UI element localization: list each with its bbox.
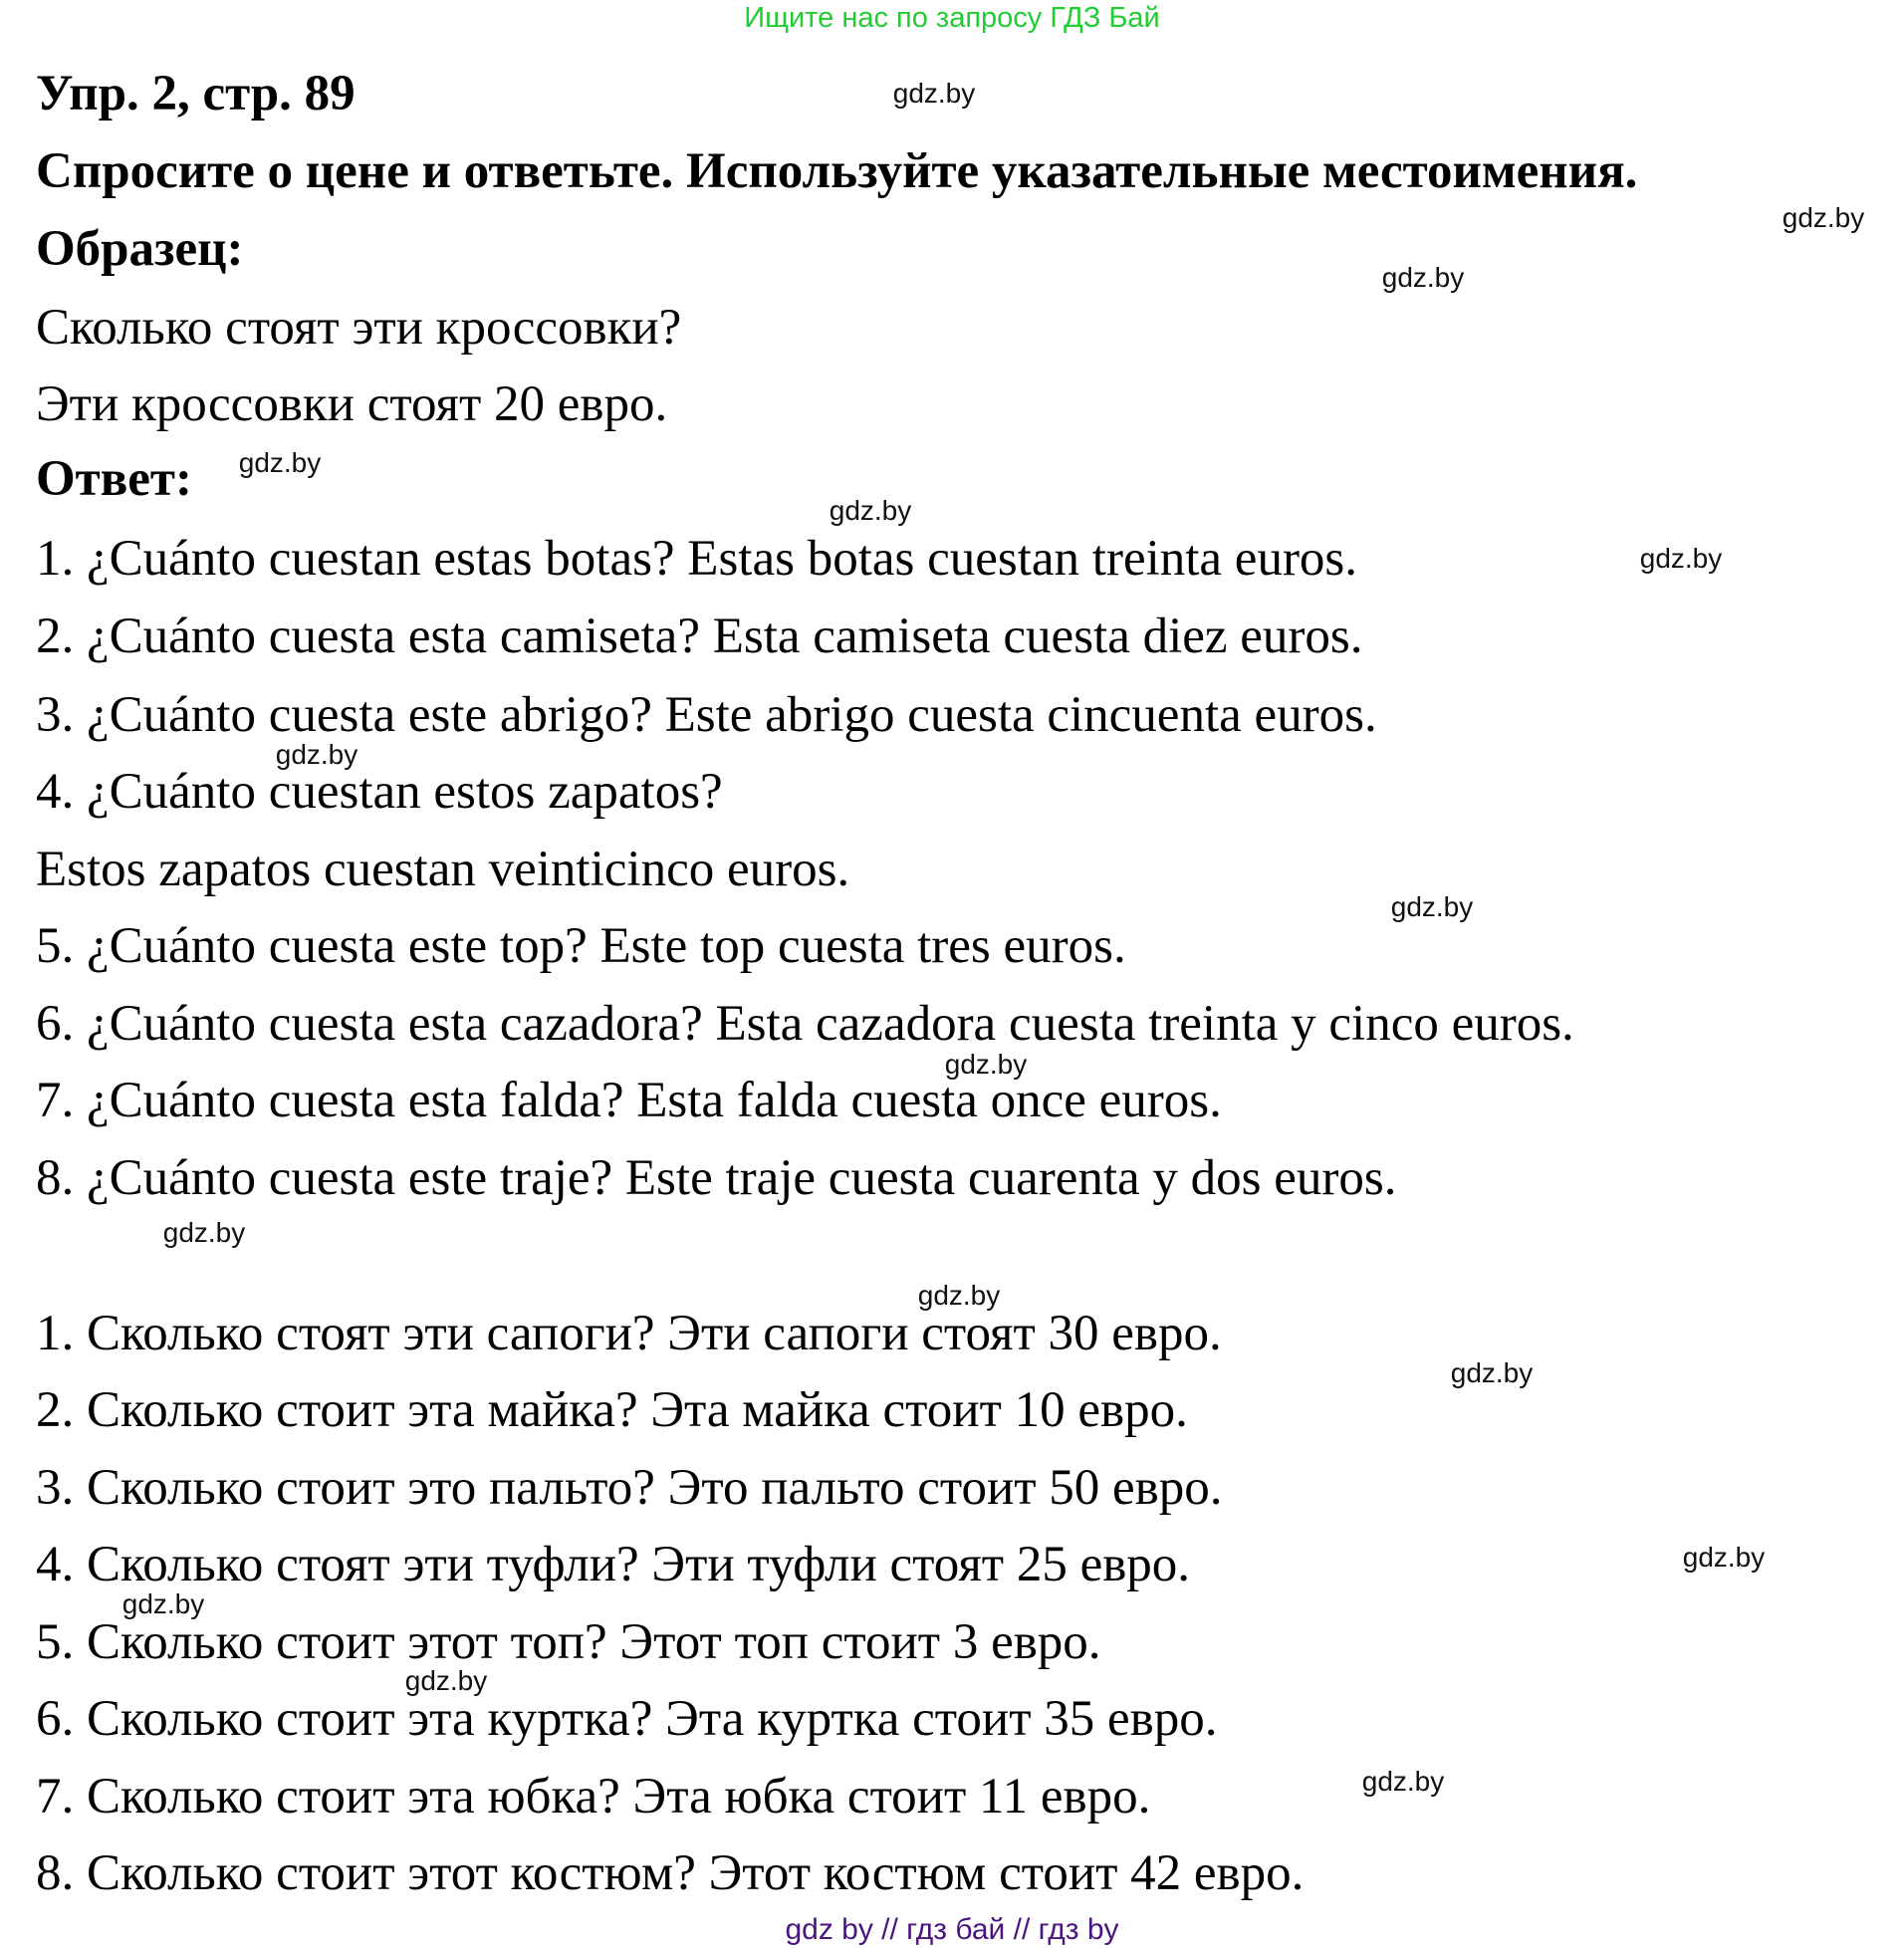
- exercise-title: Упр. 2, стр. 89: [36, 66, 356, 122]
- watermark: gdz.by: [121, 1588, 205, 1619]
- watermark: gdz.by: [1361, 1766, 1445, 1797]
- watermark: gdz.by: [238, 447, 322, 478]
- instruction: Спросите о цене и ответьте. Используйте указательные местоимения.: [36, 143, 1638, 199]
- sample-label: Образец:: [36, 221, 244, 277]
- russian-line: 7. Сколько стоит эта юбка? Эта юбка стоит 11 евро.: [36, 1769, 1151, 1825]
- spanish-line: 7. ¿Cuánto cuesta esta falda? Esta falda cuesta once euros.: [36, 1073, 1222, 1128]
- watermark: gdz.by: [892, 78, 976, 109]
- sample-question: Сколько стоят эти кроссовки?: [36, 300, 682, 356]
- watermark: gdz.by: [162, 1217, 246, 1248]
- russian-line: 1. Сколько стоят эти сапоги? Эти сапоги стоят 30 евро.: [36, 1306, 1222, 1361]
- watermark: gdz.by: [1381, 262, 1465, 293]
- watermark: gdz.by: [404, 1665, 488, 1696]
- russian-line: 6. Сколько стоит эта куртка? Эта куртка стоит 35 евро.: [36, 1691, 1218, 1747]
- spanish-line: 1. ¿Cuánto cuestan estas botas? Estas botas cuestan treinta euros.: [36, 531, 1358, 587]
- russian-line: 5. Сколько стоит этот топ? Этот топ стоит 3 евро.: [36, 1614, 1101, 1670]
- spanish-line: 5. ¿Cuánto cuesta este top? Este top cuesta tres euros.: [36, 918, 1126, 974]
- spanish-line: 4. ¿Cuánto cuestan estos zapatos?: [36, 764, 723, 820]
- search-banner: Ищите нас по запросу ГДЗ Бай: [744, 2, 1160, 34]
- watermark: gdz.by: [1682, 1542, 1766, 1573]
- watermark: gdz.by: [1639, 543, 1723, 574]
- russian-line: 4. Сколько стоят эти туфли? Эти туфли стоят 25 евро.: [36, 1537, 1191, 1592]
- watermark: gdz.by: [1450, 1357, 1534, 1388]
- footer-watermark: gdz by // гдз бай // гдз by: [785, 1913, 1119, 1946]
- watermark: gdz.by: [1390, 891, 1474, 922]
- spanish-line: Estos zapatos cuestan veinticinco euros.: [36, 842, 850, 897]
- spanish-line: 8. ¿Cuánto cuesta este traje? Este traje cuesta cuarenta y dos euros.: [36, 1150, 1397, 1206]
- spanish-line: 2. ¿Cuánto cuesta esta camiseta? Esta camiseta cuesta diez euros.: [36, 609, 1363, 664]
- russian-line: 3. Сколько стоит это пальто? Это пальто стоит 50 евро.: [36, 1460, 1223, 1516]
- watermark: gdz.by: [944, 1049, 1028, 1080]
- answer-label: Ответ:: [36, 451, 192, 507]
- russian-line: 8. Сколько стоит этот костюм? Этот костюм стоит 42 евро.: [36, 1845, 1305, 1901]
- sample-answer: Эти кроссовки стоят 20 евро.: [36, 376, 668, 432]
- watermark: gdz.by: [917, 1280, 1001, 1311]
- spanish-line: 3. ¿Cuánto cuesta este abrigo? Este abrigo cuesta cincuenta euros.: [36, 687, 1377, 743]
- watermark: gdz.by: [829, 495, 912, 526]
- russian-line: 2. Сколько стоит эта майка? Эта майка стоит 10 евро.: [36, 1382, 1188, 1438]
- watermark: gdz.by: [275, 739, 358, 770]
- watermark: gdz.by: [1782, 202, 1865, 233]
- spanish-line: 6. ¿Cuánto cuesta esta cazadora? Esta cazadora cuesta treinta y cinco euros.: [36, 996, 1574, 1052]
